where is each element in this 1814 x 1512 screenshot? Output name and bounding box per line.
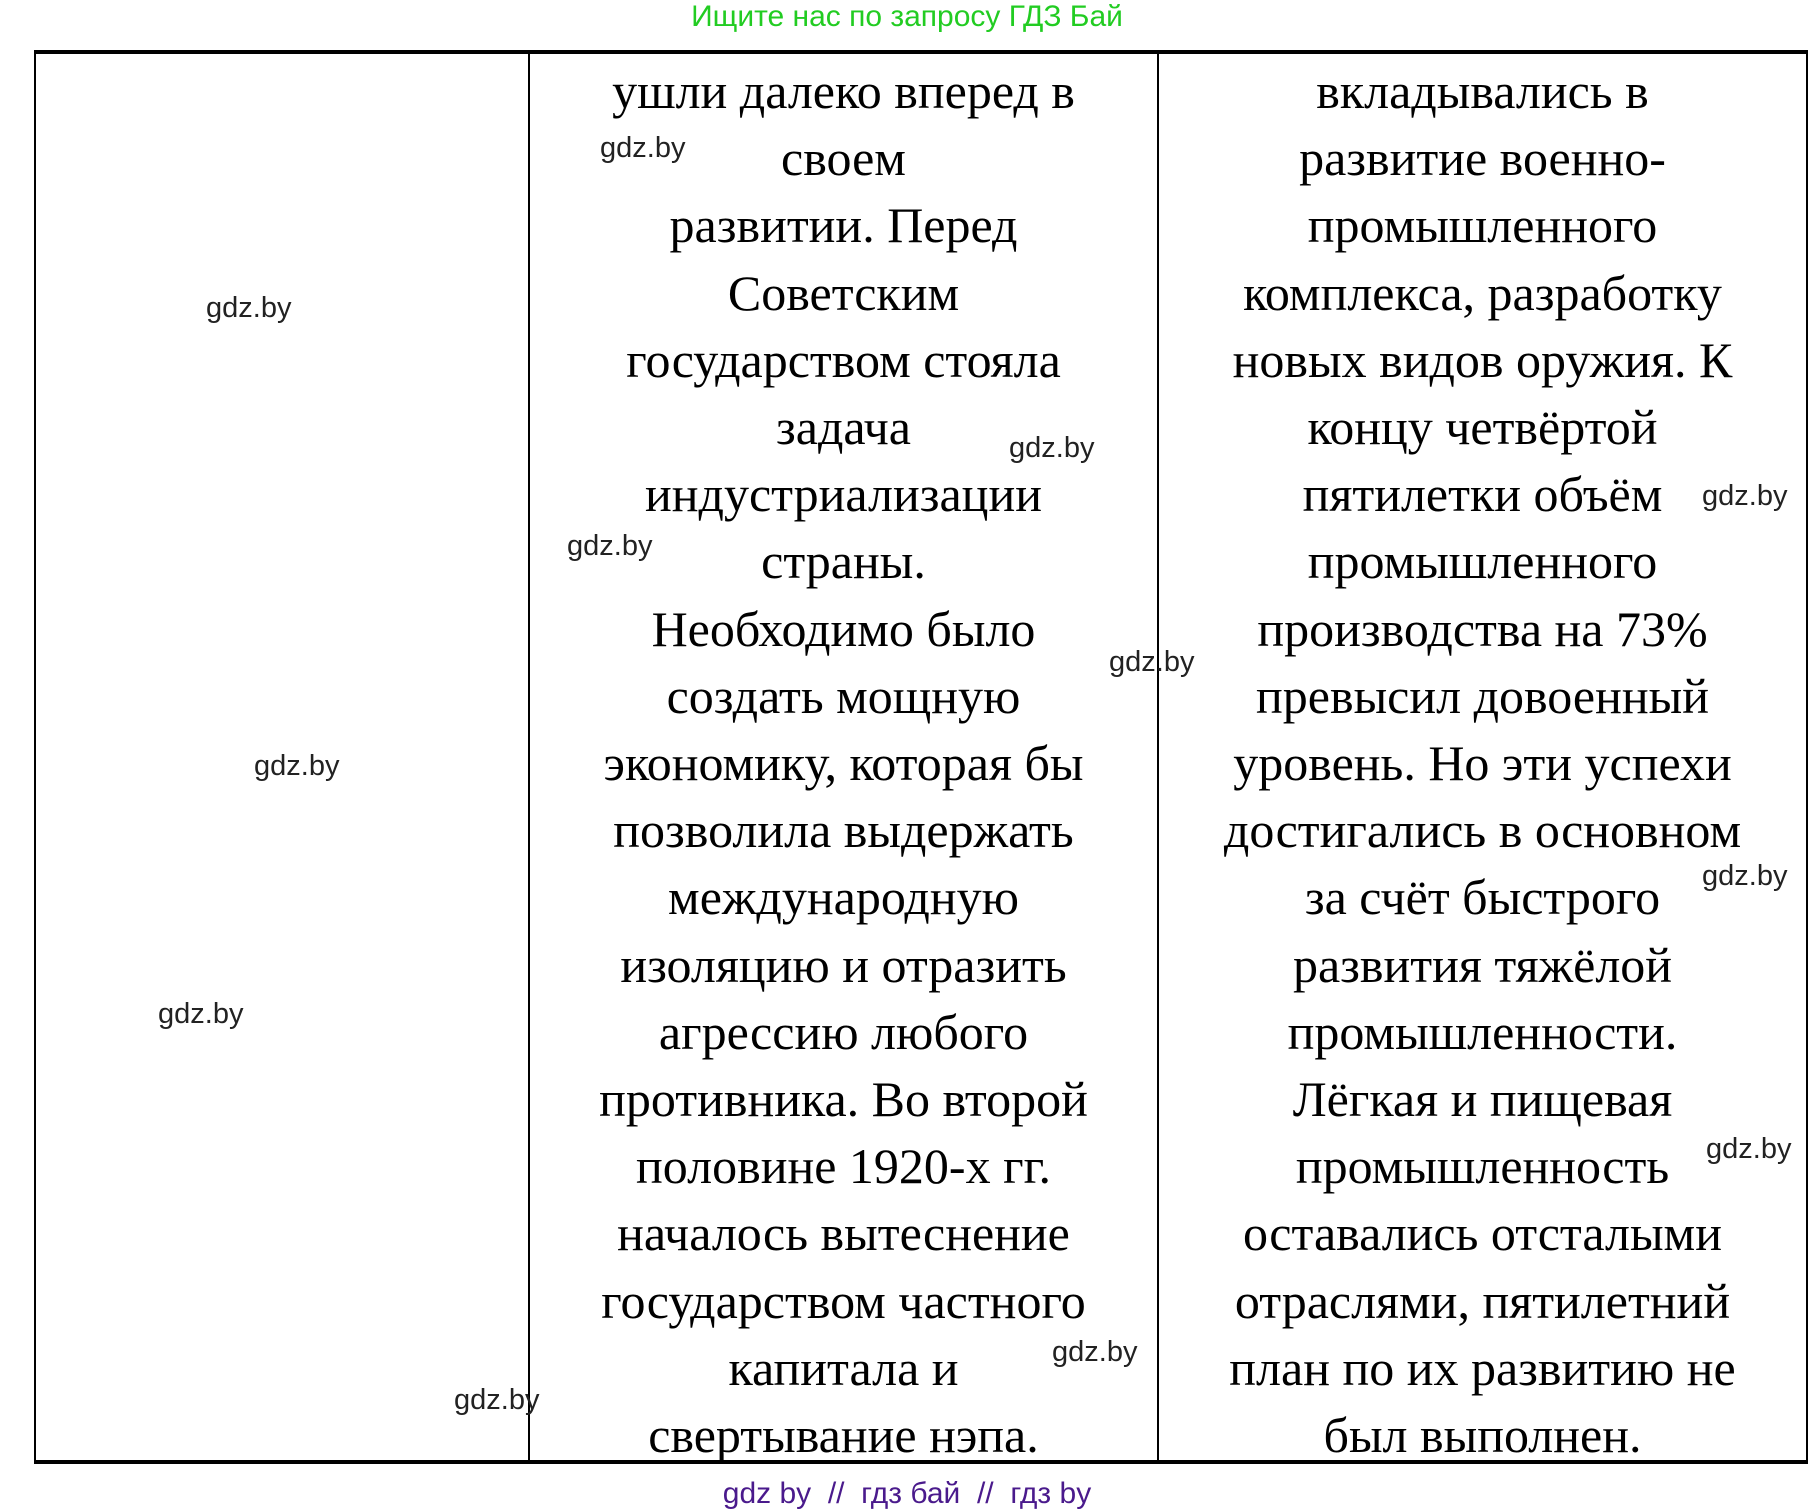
text-line: противника. Во второй [599, 1071, 1088, 1128]
text-line: половине 1920-х гг. [636, 1138, 1051, 1195]
text-line: план по их развитию не [1229, 1339, 1736, 1396]
text-line: промышленного [1307, 533, 1658, 590]
text-line: развития тяжёлой [1292, 936, 1673, 993]
text-line: достигались в основном [1223, 802, 1742, 859]
search-hint-banner: Ищите нас по запросу ГДЗ Бай [691, 0, 1123, 33]
text-line: оставались отсталыми [1243, 1205, 1722, 1262]
text-line: задача [776, 399, 911, 456]
watermark: gdz.by [158, 998, 244, 1030]
text-line: агрессию любого [658, 1003, 1029, 1060]
text-line: свертывание нэпа. [648, 1407, 1039, 1464]
watermark: gdz.by [1052, 1336, 1138, 1368]
text-line: за счёт быстрого [1304, 869, 1661, 926]
text-line: Необходимо было [651, 600, 1036, 657]
text-line: Советским [727, 264, 960, 321]
text-line: индустриализации [645, 466, 1042, 523]
text-line: уровень. Но эти успехи [1233, 735, 1732, 792]
text-line: государством стояла [626, 331, 1061, 388]
text-line: пятилетки объём [1302, 466, 1663, 523]
text-line: развитие военно- [1299, 130, 1666, 187]
text-line: концу четвёртой [1307, 399, 1658, 456]
column-3-text [1159, 58, 1806, 1469]
text-line: государством частного [601, 1272, 1086, 1329]
text-line: производства на 73% [1257, 600, 1708, 657]
text-line: международную [668, 869, 1019, 926]
watermark: gdz.by [454, 1384, 540, 1416]
column-2-text [530, 58, 1157, 1469]
text-line: вкладывались в [1316, 63, 1649, 119]
watermark: gdz.by [1702, 480, 1788, 512]
text-line: комплекса, разработку [1243, 264, 1722, 321]
text-line: промышленность [1295, 1138, 1670, 1195]
watermark: gdz.by [567, 530, 653, 562]
table-column-2 [530, 54, 1159, 1464]
watermark: gdz.by [1109, 646, 1195, 678]
text-line: позволила выдержать [613, 802, 1074, 859]
text-line: Лёгкая и пищевая [1292, 1071, 1673, 1128]
text-line: развитии. Перед [669, 197, 1018, 254]
text-line: превысил довоенный [1256, 667, 1709, 724]
text-line: ушли далеко вперед в [612, 63, 1075, 119]
text-line: новых видов оружия. К [1232, 331, 1733, 388]
watermark: gdz.by [600, 132, 686, 164]
watermark: gdz.by [206, 292, 292, 324]
text-line: промышленного [1307, 197, 1658, 254]
text-line: промышленности. [1287, 1003, 1678, 1060]
text-line: изоляцию и отразить [620, 936, 1067, 993]
watermark: gdz.by [1009, 432, 1095, 464]
text-line: отраслями, пятилетний [1234, 1272, 1731, 1329]
text-line: был выполнен. [1323, 1407, 1642, 1464]
text-line: создать мощную [666, 667, 1021, 724]
table-column-3 [1159, 54, 1806, 1464]
watermark: gdz.by [1702, 860, 1788, 892]
watermark: gdz.by [1706, 1133, 1792, 1165]
text-line: экономику, которая бы [603, 735, 1084, 792]
site-footer: gdz by // гдз бай // гдз by [722, 1477, 1092, 1510]
text-line: своем [781, 130, 906, 187]
text-line: началось вытеснение [617, 1205, 1070, 1262]
text-line: страны. [761, 533, 926, 590]
watermark: gdz.by [254, 750, 340, 782]
text-line: капитала и [728, 1339, 959, 1396]
